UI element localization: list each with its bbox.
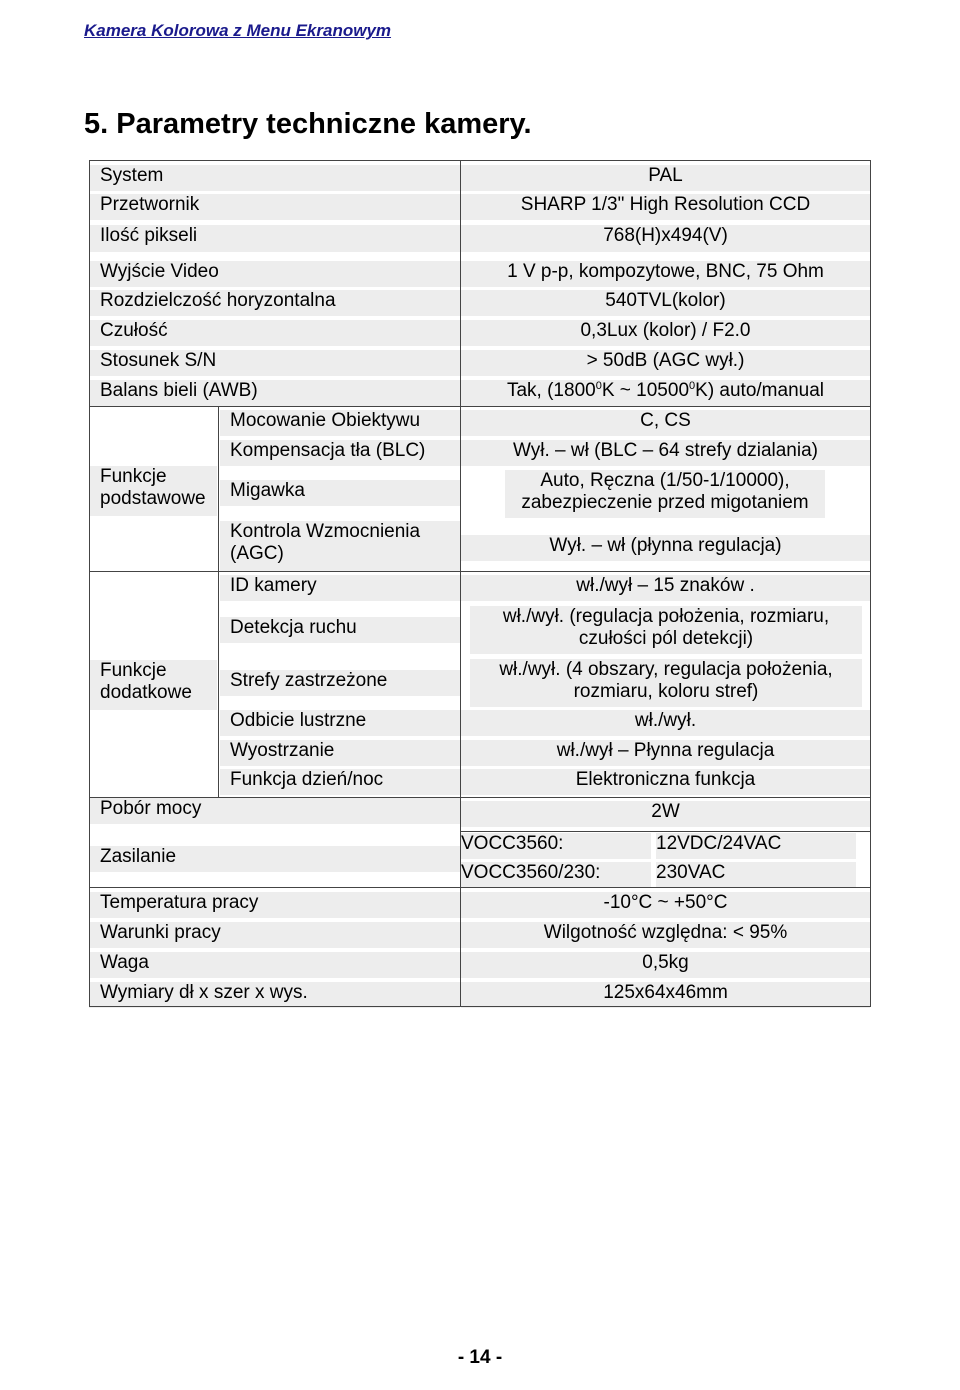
- spec-label: Rozdzielczość horyzontalna: [89, 290, 460, 316]
- feature-label: ID kamery: [220, 575, 460, 601]
- page-number: - 14 -: [457, 1347, 503, 1368]
- table-border: [89, 160, 871, 161]
- table-divider: [89, 887, 871, 888]
- spec-value: 2W: [461, 801, 870, 827]
- spec-label: Pobór mocy: [89, 798, 460, 824]
- feature-label: Wyostrzanie: [220, 740, 460, 766]
- supply-model: VOCC3560:: [461, 833, 651, 859]
- feature-value: Elektroniczna funkcja: [461, 769, 870, 795]
- spec-label: Warunki pracy: [89, 922, 460, 948]
- spec-value: 1 V p-p, kompozytowe, BNC, 75 Ohm: [461, 261, 870, 287]
- feature-label: Odbicie lustrzne: [220, 710, 460, 736]
- feature-value: wł./wył – Płynna regulacja: [461, 740, 870, 766]
- feature-value: Auto, Ręczna (1/50-1/10000), zabezpieczenie przed migotaniem: [505, 470, 825, 518]
- feature-label: Funkcja dzień/noc: [220, 769, 460, 795]
- feature-value: wł./wył.: [461, 710, 870, 736]
- feature-value: Wył. – wł (BLC – 64 strefy dzialania): [461, 440, 870, 466]
- section-title: 5. Parametry techniczne kamery.: [84, 108, 532, 140]
- spec-label: Przetwornik: [89, 194, 460, 220]
- spec-label: System: [89, 165, 460, 191]
- spec-value: > 50dB (AGC wył.): [461, 350, 870, 376]
- spec-label: Temperatura pracy: [89, 892, 460, 918]
- table-divider: [218, 406, 219, 797]
- table-divider: [461, 831, 871, 832]
- spec-value: 0,5kg: [461, 952, 870, 978]
- table-divider: [89, 406, 871, 407]
- feature-value: Wył. – wł (płynna regulacja): [461, 535, 870, 561]
- feature-label: Mocowanie Obiektywu: [220, 410, 460, 436]
- spec-value: 0,3Lux (kolor) / F2.0: [461, 320, 870, 346]
- spec-value: Tak, (1800$^0$K ~ 10500$^0$K) auto/manual: [461, 380, 870, 406]
- spec-value: 540TVL(kolor): [461, 290, 870, 316]
- spec-label: Waga: [89, 952, 460, 978]
- spec-label: Ilość pikseli: [89, 225, 460, 252]
- spec-value: Wilgotność względna: < 95%: [461, 922, 870, 948]
- spec-label: Wyjście Video: [89, 261, 460, 287]
- spec-value: SHARP 1/3" High Resolution CCD: [461, 194, 870, 220]
- table-border: [870, 160, 871, 1007]
- feature-value: wł./wył. (4 obszary, regulacja położenia, rozmiaru, koloru stref): [470, 659, 862, 707]
- feature-value: wł./wył. (regulacja położenia, rozmiaru, czułości pól detekcji): [470, 606, 862, 654]
- table-border: [89, 160, 90, 1007]
- feature-value: C, CS: [461, 410, 870, 436]
- feature-value: wł./wył – 15 znaków .: [461, 575, 870, 601]
- feature-label: Kompensacja tła (BLC): [220, 440, 460, 466]
- feature-label: Migawka: [220, 480, 460, 506]
- supply-value: 230VAC: [656, 862, 856, 888]
- group-label-extra: Funkcje dodatkowe: [89, 660, 217, 710]
- spec-label: Balans bieli (AWB): [89, 380, 460, 406]
- document-header: Kamera Kolorowa z Menu Ekranowym: [84, 21, 392, 40]
- spec-value: 125x64x46mm: [461, 982, 870, 1008]
- table-border: [89, 1006, 871, 1007]
- group-label-basic: Funkcje podstawowe: [89, 466, 217, 516]
- supply-model: VOCC3560/230:: [461, 862, 651, 888]
- spec-value: 768(H)x494(V): [461, 225, 870, 252]
- supply-value: 12VDC/24VAC: [656, 833, 856, 859]
- spec-value: PAL: [461, 165, 870, 191]
- table-divider: [460, 160, 461, 1007]
- spec-label: Czułość: [89, 320, 460, 346]
- spec-label: Wymiary dł x szer x wys.: [89, 982, 460, 1008]
- spec-value: -10°C ~ +50°C: [461, 892, 870, 918]
- table-divider: [89, 797, 871, 798]
- spec-label: Stosunek S/N: [89, 350, 460, 376]
- table-divider: [89, 571, 871, 572]
- spec-label: Zasilanie: [89, 846, 460, 872]
- feature-label: Detekcja ruchu: [220, 617, 460, 643]
- feature-label: Kontrola Wzmocnienia (AGC): [220, 521, 460, 571]
- feature-label: Strefy zastrzeżone: [220, 670, 460, 696]
